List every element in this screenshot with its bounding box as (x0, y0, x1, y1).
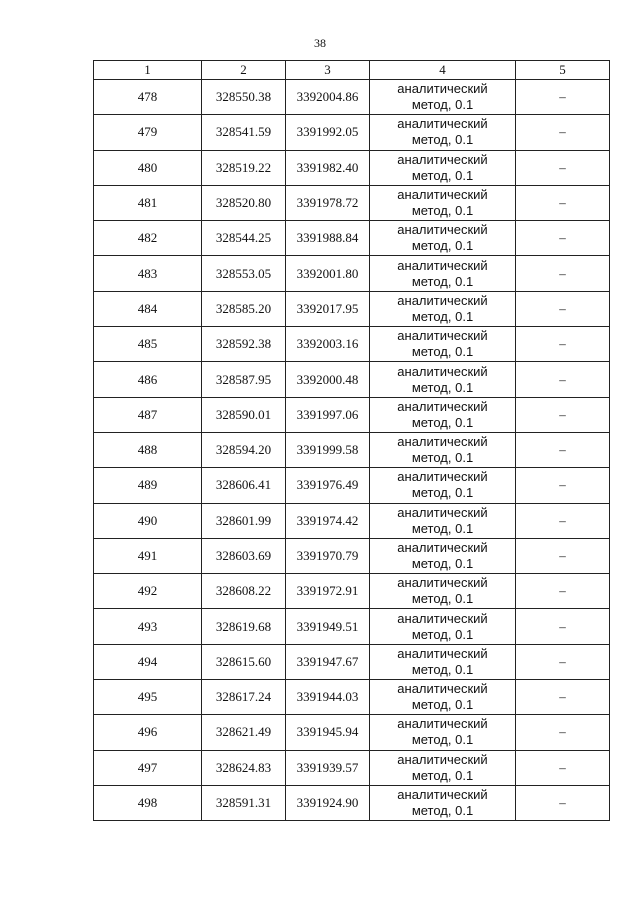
point-number-cell: 496 (94, 715, 202, 750)
x-coordinate-cell: 328603.69 (202, 538, 286, 573)
method-cell (370, 538, 516, 573)
y-coordinate-cell: 3391982.40 (286, 150, 370, 185)
point-number-cell: 486 (94, 362, 202, 397)
method-line-1: аналитический (397, 222, 488, 238)
table-row (94, 150, 610, 185)
method-cell (370, 785, 516, 820)
note-cell: – (516, 574, 610, 609)
header-col-3: 3 (286, 61, 370, 80)
x-coordinate-cell: 328519.22 (202, 150, 286, 185)
note-cell: – (516, 397, 610, 432)
table-row (94, 397, 610, 432)
method-line-1: аналитический (397, 398, 488, 414)
point-number-cell: 498 (94, 785, 202, 820)
header-col-2: 2 (202, 61, 286, 80)
point-number-cell: 493 (94, 609, 202, 644)
x-coordinate-cell: 328587.95 (202, 362, 286, 397)
x-coordinate-cell: 328553.05 (202, 256, 286, 291)
method-line-1: аналитический (397, 469, 488, 485)
table-row (94, 80, 610, 115)
note-cell: – (516, 750, 610, 785)
y-coordinate-cell: 3391972.91 (286, 574, 370, 609)
note-cell: – (516, 80, 610, 115)
table-row (94, 185, 610, 220)
method-cell (370, 750, 516, 785)
x-coordinate-cell: 328608.22 (202, 574, 286, 609)
x-coordinate-cell: 328591.31 (202, 785, 286, 820)
y-coordinate-cell: 3392004.86 (286, 80, 370, 115)
y-coordinate-cell: 3391978.72 (286, 185, 370, 220)
x-coordinate-cell: 328601.99 (202, 503, 286, 538)
x-coordinate-cell: 328541.59 (202, 115, 286, 150)
point-number-cell: 490 (94, 503, 202, 538)
method-cell (370, 150, 516, 185)
point-number-cell: 478 (94, 80, 202, 115)
y-coordinate-cell: 3391997.06 (286, 397, 370, 432)
method-line-1: аналитический (397, 187, 488, 203)
method-cell (370, 80, 516, 115)
table-row (94, 609, 610, 644)
method-cell (370, 115, 516, 150)
method-line-1: аналитический (397, 81, 488, 97)
x-coordinate-cell: 328585.20 (202, 291, 286, 326)
method-line-2: метод, 0.1 (411, 379, 474, 395)
method-line-1: аналитический (397, 292, 488, 308)
point-number-cell: 479 (94, 115, 202, 150)
note-cell: – (516, 680, 610, 715)
point-number-cell: 495 (94, 680, 202, 715)
x-coordinate-cell: 328544.25 (202, 221, 286, 256)
x-coordinate-cell: 328619.68 (202, 609, 286, 644)
point-number-cell: 492 (94, 574, 202, 609)
method-line-2: метод, 0.1 (411, 803, 474, 819)
table-row (94, 680, 610, 715)
x-coordinate-cell: 328594.20 (202, 432, 286, 467)
method-line-2: метод, 0.1 (411, 273, 474, 289)
y-coordinate-cell: 3392003.16 (286, 327, 370, 362)
y-coordinate-cell: 3391999.58 (286, 432, 370, 467)
method-line-2: метод, 0.1 (411, 767, 474, 783)
point-number-cell: 488 (94, 432, 202, 467)
point-number-cell: 489 (94, 468, 202, 503)
point-number-cell: 481 (94, 185, 202, 220)
header-col-1: 1 (94, 61, 202, 80)
table-row (94, 256, 610, 291)
note-cell: – (516, 503, 610, 538)
point-number-cell: 480 (94, 150, 202, 185)
note-cell: – (516, 432, 610, 467)
method-line-2: метод, 0.1 (411, 450, 474, 466)
note-cell: – (516, 785, 610, 820)
method-line-1: аналитический (397, 716, 488, 732)
method-cell (370, 256, 516, 291)
note-cell: – (516, 256, 610, 291)
table-row (94, 291, 610, 326)
method-cell (370, 574, 516, 609)
table-row (94, 750, 610, 785)
method-line-1: аналитический (397, 504, 488, 520)
method-cell (370, 185, 516, 220)
x-coordinate-cell: 328520.80 (202, 185, 286, 220)
table-row (94, 327, 610, 362)
method-line-1: аналитический (397, 610, 488, 626)
table-row (94, 432, 610, 467)
note-cell: – (516, 291, 610, 326)
method-cell (370, 503, 516, 538)
table-row (94, 538, 610, 573)
method-line-2: метод, 0.1 (411, 308, 474, 324)
note-cell: – (516, 609, 610, 644)
method-line-2: метод, 0.1 (411, 344, 474, 360)
page-number: 38 (314, 36, 326, 50)
method-cell (370, 362, 516, 397)
method-line-1: аналитический (397, 151, 488, 167)
x-coordinate-cell: 328550.38 (202, 80, 286, 115)
point-number-cell: 483 (94, 256, 202, 291)
header-row (94, 61, 610, 80)
method-line-2: метод, 0.1 (411, 485, 474, 501)
y-coordinate-cell: 3392017.95 (286, 291, 370, 326)
method-cell (370, 327, 516, 362)
method-cell (370, 715, 516, 750)
table-row (94, 715, 610, 750)
x-coordinate-cell: 328590.01 (202, 397, 286, 432)
method-line-2: метод, 0.1 (411, 626, 474, 642)
header-col-5: 5 (516, 61, 610, 80)
table-row (94, 503, 610, 538)
method-line-2: метод, 0.1 (411, 238, 474, 254)
y-coordinate-cell: 3391947.67 (286, 644, 370, 679)
table-body (94, 80, 610, 821)
point-number-cell: 482 (94, 221, 202, 256)
method-line-1: аналитический (397, 257, 488, 273)
method-line-2: метод, 0.1 (411, 167, 474, 183)
method-line-1: аналитический (397, 645, 488, 661)
method-cell (370, 221, 516, 256)
method-line-2: метод, 0.1 (411, 203, 474, 219)
x-coordinate-cell: 328617.24 (202, 680, 286, 715)
method-cell (370, 644, 516, 679)
y-coordinate-cell: 3391970.79 (286, 538, 370, 573)
y-coordinate-cell: 3391945.94 (286, 715, 370, 750)
method-line-1: аналитический (397, 540, 488, 555)
method-line-2: метод, 0.1 (411, 661, 474, 677)
y-coordinate-cell: 3391939.57 (286, 750, 370, 785)
method-line-2: метод, 0.1 (411, 132, 474, 148)
method-line-2: метод, 0.1 (411, 697, 474, 713)
note-cell: – (516, 468, 610, 503)
x-coordinate-cell: 328621.49 (202, 715, 286, 750)
method-line-2: метод, 0.1 (411, 732, 474, 748)
table-row (94, 362, 610, 397)
point-number-cell: 494 (94, 644, 202, 679)
point-number-cell: 497 (94, 750, 202, 785)
method-cell (370, 432, 516, 467)
method-line-1: аналитический (397, 575, 488, 591)
table-row (94, 785, 610, 820)
note-cell: – (516, 362, 610, 397)
y-coordinate-cell: 3391988.84 (286, 221, 370, 256)
x-coordinate-cell: 328606.41 (202, 468, 286, 503)
method-cell (370, 680, 516, 715)
method-line-1: аналитический (397, 681, 488, 697)
method-cell (370, 397, 516, 432)
x-coordinate-cell: 328624.83 (202, 750, 286, 785)
method-line-1: аналитический (397, 363, 488, 379)
method-line-1: аналитический (397, 434, 488, 450)
x-coordinate-cell: 328592.38 (202, 327, 286, 362)
method-cell (370, 291, 516, 326)
point-number-cell: 485 (94, 327, 202, 362)
table-row (94, 115, 610, 150)
point-number-cell: 491 (94, 538, 202, 573)
note-cell: – (516, 115, 610, 150)
y-coordinate-cell: 3391974.42 (286, 503, 370, 538)
note-cell: – (516, 150, 610, 185)
note-cell: – (516, 221, 610, 256)
note-cell: – (516, 644, 610, 679)
point-number-cell: 487 (94, 397, 202, 432)
method-line-1: аналитический (397, 328, 488, 344)
method-line-1: аналитический (397, 787, 488, 803)
method-line-2: метод, 0.1 (411, 414, 474, 430)
table-row (94, 221, 610, 256)
x-coordinate-cell: 328615.60 (202, 644, 286, 679)
method-line-2: метод, 0.1 (411, 556, 474, 571)
y-coordinate-cell: 3391949.51 (286, 609, 370, 644)
coordinates-table (93, 60, 610, 821)
y-coordinate-cell: 3391924.90 (286, 785, 370, 820)
method-line-2: метод, 0.1 (411, 520, 474, 536)
header-col-4: 4 (370, 61, 516, 80)
method-line-1: аналитический (397, 751, 488, 767)
y-coordinate-cell: 3391944.03 (286, 680, 370, 715)
method-line-2: метод, 0.1 (411, 97, 474, 113)
table-row (94, 574, 610, 609)
y-coordinate-cell: 3392000.48 (286, 362, 370, 397)
method-cell (370, 609, 516, 644)
note-cell: – (516, 538, 610, 573)
note-cell: – (516, 327, 610, 362)
table-row (94, 468, 610, 503)
method-line-2: метод, 0.1 (411, 591, 474, 607)
table-header (94, 61, 610, 80)
note-cell: – (516, 185, 610, 220)
point-number-cell: 484 (94, 291, 202, 326)
y-coordinate-cell: 3391992.05 (286, 115, 370, 150)
table-row (94, 644, 610, 679)
y-coordinate-cell: 3391976.49 (286, 468, 370, 503)
method-cell (370, 468, 516, 503)
y-coordinate-cell: 3392001.80 (286, 256, 370, 291)
note-cell: – (516, 715, 610, 750)
method-line-1: аналитический (397, 116, 488, 132)
